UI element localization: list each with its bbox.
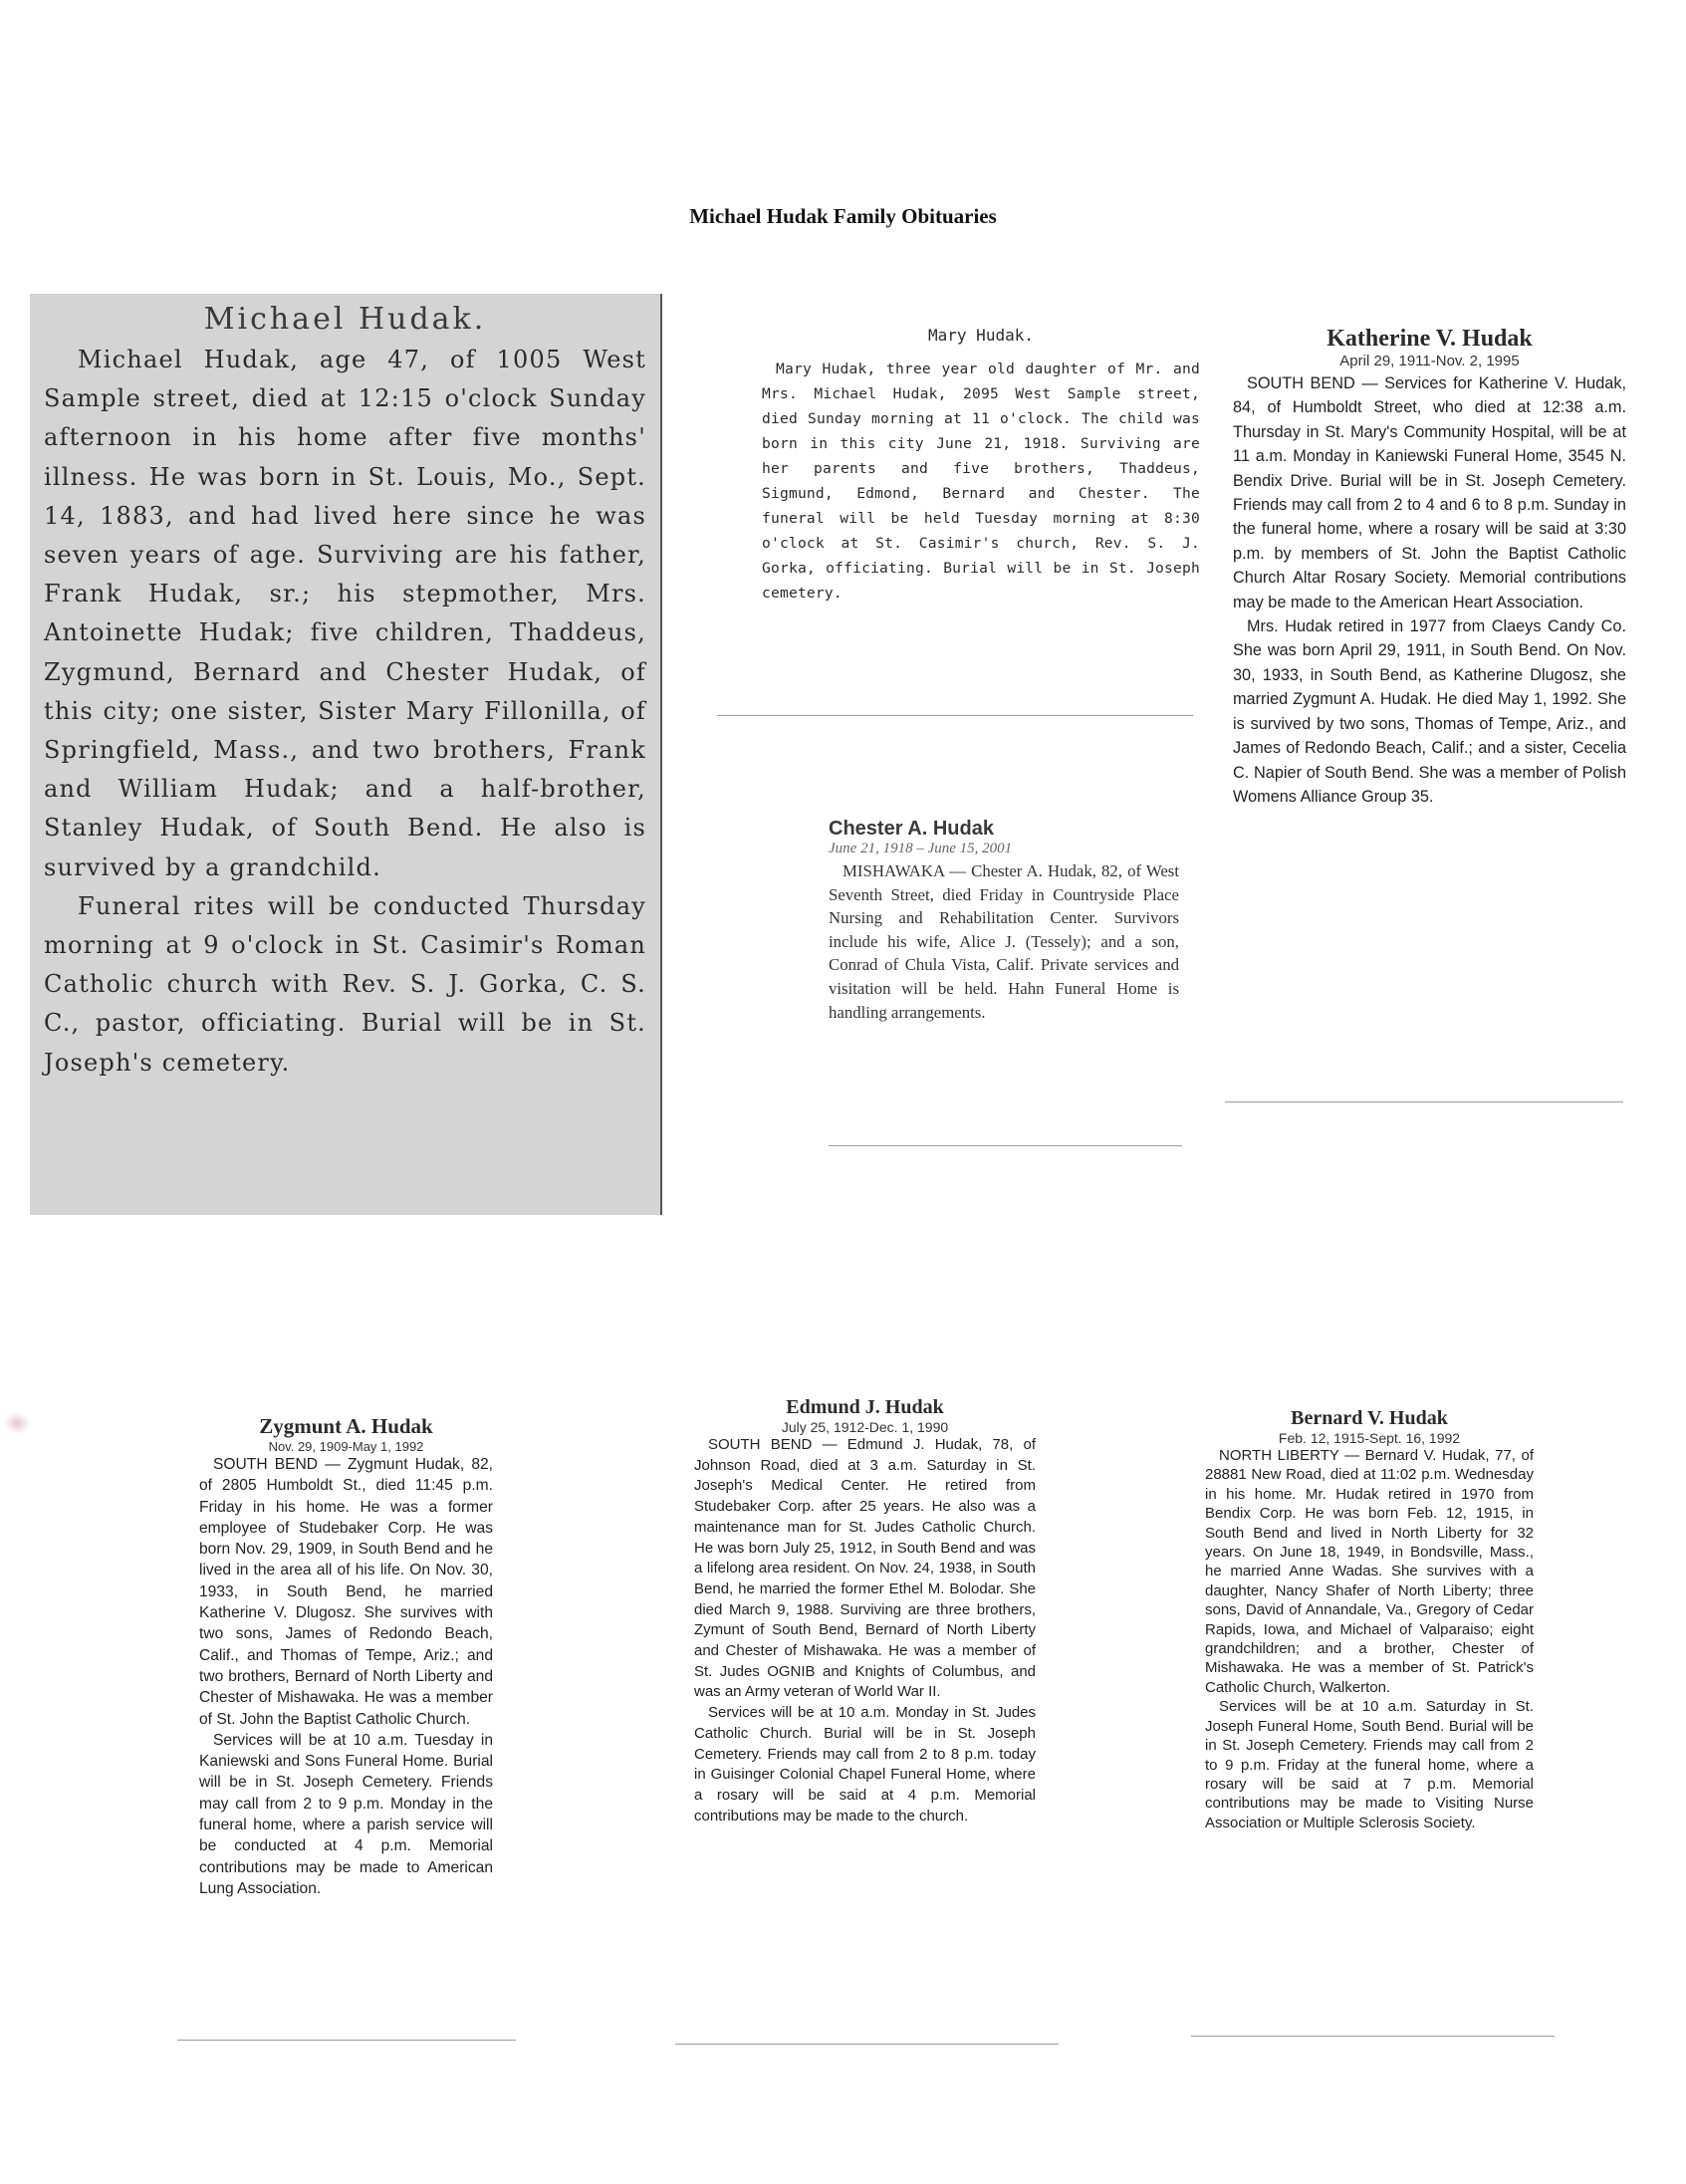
obituary-paragraph: Mrs. Hudak retired in 1977 from Claeys Candy Co. She was born April 29, 1911, in South Bend. On Nov. 30, 1933, in South Bend, as Katherine Dlugosz, she married Zygmunt A. Hudak. He died May 1, 1992. She is survived by two sons, Thomas of Tempe, Ariz., and James of Redondo Beach, Calif.; and a sister, Cecelia C. Napier of South Bend. She was a member of Polish Womens Alliance Group 35. [1233, 617, 1626, 806]
obituary-dates: July 25, 1912-Dec. 1, 1990 [781, 1419, 949, 1435]
obituary-body [694, 1435, 1036, 1826]
obituary-body [1233, 371, 1626, 809]
obituary-paragraph: MISHAWAKA — Chester A. Hudak, 82, of West Seventh Street, died Friday in Countryside Place Nursing and Rehabilitation Center. Survivors include his wife, Alice J. (Tessely); and a son, Conrad of Chula Vista, Calif. Private services and visitation will be held. Hahn Funeral Home is handling arrangements. [829, 861, 1179, 1022]
obituary-title: Katherine V. Hudak [1326, 326, 1533, 352]
obituary-title: Zygmunt A. Hudak [259, 1414, 433, 1438]
obituary-paragraph: SOUTH BEND — Zygmunt Hudak, 82, of 2805 Humboldt St., died 11:45 p.m. Friday in his home. He was a former employee of Studebaker Corp. He was born Nov. 29, 1909, in South Bend and he lived in the area all of his life. On Nov. 30, 1933, in South Bend, he married Katherine V. Dlugosz. She survives with two sons, James of Redondo Beach, Calif., and Thomas of Tempe, Ariz.; and two brothers, Bernard of North Liberty and Chester of Mishawaka. He was a member of St. John the Baptist Catholic Church. [199, 1456, 493, 1728]
obituary-paragraph: NORTH LIBERTY — Bernard V. Hudak, 77, of 28881 New Road, died at 11:02 p.m. Wednesday in his home. Mr. Hudak retired in 1970 from Bendix Corp. He was born Feb. 12, 1915, in South Bend and lived in North Liberty for 32 years. On June 18, 1949, in Bondsville, Mass., he married Anne Wadas. She survives with a daughter, Nancy Shafer of North Liberty; three sons, David of Annandale, Va., Gregory of Cedar Rapids, Iowa, and Michael of Valparaiso; eight grandchildren; and a brother, Chester of Mishawaka. He was a member of St. Patrick's Catholic Church, Walkerton. [1205, 1447, 1534, 1696]
obituary-bernard-hudak [1205, 1407, 1534, 1832]
clipping-divider [717, 715, 1193, 716]
obituary-body [44, 341, 646, 1083]
obituary-edmund-hudak [694, 1396, 1036, 1826]
obituary-title: Mary Hudak. [928, 326, 1034, 345]
obituary-dates: Nov. 29, 1909-May 1, 1992 [268, 1439, 424, 1454]
clipping-divider [829, 1145, 1182, 1146]
clipping-divider [177, 2040, 516, 2041]
obituary-paragraph: Services will be at 10 a.m. Saturday in St. Joseph Funeral Home, South Bend. Burial will be in St. Joseph Cemetery. Friends may call from 2 to 9 p.m. Friday at the funeral home, where a rosary will be said at 7 p.m. Memorial contributions may be made to Visiting Nurse Association or Multiple Sclerosis Society. [1205, 1698, 1534, 1831]
obituary-title: Bernard V. Hudak [1291, 1407, 1448, 1429]
clipping-divider [675, 2044, 1059, 2045]
obituary-mary-hudak [762, 326, 1200, 606]
obituary-dates: Feb. 12, 1915-Sept. 16, 1992 [1278, 1430, 1461, 1446]
obituary-paragraph: Funeral rites will be conducted Thursday morning at 9 o'clock in St. Casimir's Roman Catholic church with Rev. S. J. Gorka, C. S. C., pastor, officiating. Burial will be in St. Joseph's cemetery. [44, 891, 646, 1077]
obituary-michael-hudak [30, 294, 662, 1215]
obituary-dates: June 21, 1918 – June 15, 2001 [829, 841, 1013, 856]
obituary-paragraph: SOUTH BEND — Services for Katherine V. Hudak, 84, of Humboldt Street, who died at 12:38 a.m. Thursday in St. Mary's Community Hospital, will be at 11 a.m. Monday in Kaniewski Funeral Home, 3545 N. Bendix Drive. Burial will be in St. Joseph Cemetery. Friends may call from 2 to 4 and 6 to 8 p.m. Sunday in the funeral home, where a rosary will be said at 3:30 p.m. by members of St. John the Baptist Catholic Church Altar Rosary Society. Memorial contributions may be made to the American Heart Association. [1233, 374, 1626, 611]
page-title: Michael Hudak Family Obituaries [689, 204, 997, 228]
obituary-paragraph: Michael Hudak, age 47, of 1005 West Sample street, died at 12:15 o'clock Sunday afternoon in his home after five months' illness. He was born in St. Louis, Mo., Sept. 14, 1883, and had lived here since he was seven years of age. Surviving are his father, Frank Hudak, sr.; his stepmother, Mrs. Antoinette Hudak; five children, Thaddeus, Zygmund, Bernard and Chester Hudak, of this city; one sister, Sister Mary Fillonilla, of Springfield, Mass., and two brothers, Frank and William Hudak; and a half-brother, Stanley Hudak, of South Bend. He also is survived by a grandchild. [44, 346, 646, 881]
obituary-paragraph: Mary Hudak, three year old daughter of Mr. and Mrs. Michael Hudak, 2095 West Sample street, died Sunday morning at 11 o'clock. The child was born in this city June 21, 1918. Surviving are her parents and five brothers, Thaddeus, Sigmund, Edmond, Bernard and Chester. The funeral will be held Tuesday morning at 8:30 o'clock at St. Casimir's church, Rev. S. J. Gorka, officiating. Burial will be in St. Joseph cemetery. [762, 361, 1200, 602]
clipping-divider [1225, 1101, 1623, 1102]
obituary-chester-hudak [829, 818, 1179, 1024]
obituary-body [1205, 1446, 1534, 1832]
obituary-body [829, 859, 1179, 1024]
obituary-body [762, 357, 1200, 606]
obituary-title: Edmund J. Hudak [786, 1396, 944, 1418]
obituary-dates: April 29, 1911-Nov. 2, 1995 [1339, 353, 1520, 369]
obituary-paragraph: Services will be at 10 a.m. Tuesday in Kaniewski and Sons Funeral Home. Burial will be in St. Joseph Cemetery. Friends may call from 2 to 9 p.m. Monday in the funeral home, where a parish service will be conducted at 4 p.m. Memorial contributions may be made to American Lung Association. [199, 1731, 493, 1897]
obituary-body [199, 1454, 493, 1899]
obituary-title: Chester A. Hudak [829, 818, 994, 840]
clipping-divider [1191, 2036, 1555, 2037]
scan-speck [4, 1412, 30, 1434]
obituary-title: Michael Hudak. [203, 302, 487, 337]
obituary-paragraph: Services will be at 10 a.m. Monday in St. Judes Catholic Church. Burial will be in St. Joseph Cemetery. Friends may call from 2 to 8 p.m. today in Guisinger Colonial Chapel Funeral Home, where a rosary will be said at 4 p.m. Memorial contributions may be made to the church. [694, 1704, 1036, 1824]
obituary-katherine-hudak [1233, 326, 1626, 809]
obituary-paragraph: SOUTH BEND — Edmund J. Hudak, 78, of Johnson Road, died at 3 a.m. Saturday in St. Joseph's Medical Center. He retired from Studebaker Corp. after 25 years. He also was a maintenance man for St. Judes Catholic Church. He was born July 25, 1912, in South Bend and was a lifelong area resident. On Nov. 24, 1938, in South Bend, he married the former Ethel M. Bolodar. She died March 9, 1988. Surviving are three brothers, Zymunt of South Bend, Bernard of North Liberty and Chester of Mishawaka. He was a member of St. Judes OGNIB and Knights of Columbus, and was an Army veteran of World War II. [694, 1436, 1036, 1701]
obituary-zygmunt-hudak [199, 1414, 493, 1899]
